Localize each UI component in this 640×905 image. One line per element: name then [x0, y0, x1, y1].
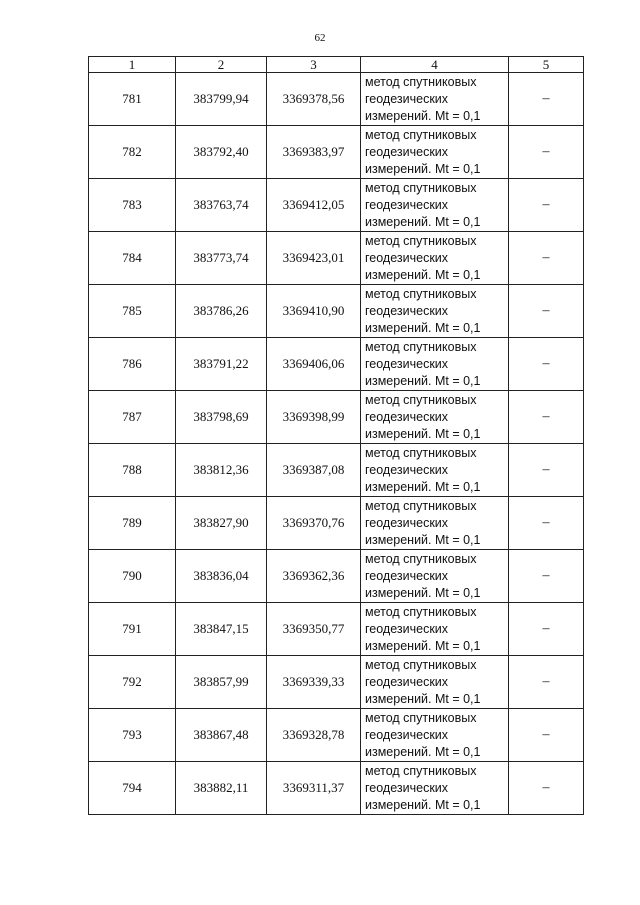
- header-row: [89, 57, 584, 73]
- point-number-cell: 784: [89, 232, 176, 285]
- x-coordinate-cell: 383763,74: [176, 179, 267, 232]
- column-5-cell: –: [509, 762, 584, 815]
- point-number-cell: 788: [89, 444, 176, 497]
- y-coordinate-cell: 3369311,37: [267, 762, 361, 815]
- point-number-cell: 792: [89, 656, 176, 709]
- method-cell: [361, 497, 509, 550]
- method-line: метод спутниковых: [365, 657, 477, 672]
- y-coordinate-cell: 3369410,90: [267, 285, 361, 338]
- header-cell: 1: [89, 57, 176, 73]
- point-number-cell: 781: [89, 73, 176, 126]
- method-line: метод спутниковых: [365, 180, 477, 195]
- method-line: измерений. Mt = 0,1: [365, 161, 481, 176]
- method-line: геодезических: [365, 303, 449, 318]
- page-number: 62: [314, 32, 326, 44]
- table-row: [89, 232, 584, 285]
- column-5-cell: –: [509, 126, 584, 179]
- method-line: метод спутниковых: [365, 498, 477, 513]
- method-line: геодезических: [365, 250, 449, 265]
- column-5-cell: –: [509, 391, 584, 444]
- x-coordinate-cell: 383798,69: [176, 391, 267, 444]
- method-line: геодезических: [365, 409, 449, 424]
- method-cell: [361, 391, 509, 444]
- method-line: измерений. Mt = 0,1: [365, 585, 481, 600]
- table-row: [89, 603, 584, 656]
- x-coordinate-cell: 383882,11: [176, 762, 267, 815]
- header-cell: 5: [509, 57, 584, 73]
- method-line: измерений. Mt = 0,1: [365, 479, 481, 494]
- y-coordinate-cell: 3369383,97: [267, 126, 361, 179]
- method-line: метод спутниковых: [365, 763, 477, 778]
- table-row: [89, 126, 584, 179]
- method-line: геодезических: [365, 674, 449, 689]
- method-line: измерений. Mt = 0,1: [365, 373, 481, 388]
- method-cell: [361, 550, 509, 603]
- x-coordinate-cell: 383786,26: [176, 285, 267, 338]
- method-cell: [361, 762, 509, 815]
- point-number-cell: 793: [89, 709, 176, 762]
- coordinates-table: [88, 56, 584, 815]
- table-row: [89, 391, 584, 444]
- method-cell: [361, 73, 509, 126]
- method-cell: [361, 709, 509, 762]
- method-line: геодезических: [365, 568, 449, 583]
- column-5-cell: –: [509, 550, 584, 603]
- method-line: метод спутниковых: [365, 710, 477, 725]
- table-row: [89, 444, 584, 497]
- point-number-cell: 786: [89, 338, 176, 391]
- method-line: метод спутниковых: [365, 392, 477, 407]
- column-5-cell: –: [509, 603, 584, 656]
- method-line: геодезических: [365, 91, 449, 106]
- table-row: [89, 550, 584, 603]
- y-coordinate-cell: 3369350,77: [267, 603, 361, 656]
- method-line: метод спутниковых: [365, 286, 477, 301]
- y-coordinate-cell: 3369370,76: [267, 497, 361, 550]
- method-cell: [361, 444, 509, 497]
- method-line: измерений. Mt = 0,1: [365, 214, 481, 229]
- method-line: геодезических: [365, 780, 449, 795]
- table-row: [89, 338, 584, 391]
- x-coordinate-cell: 383812,36: [176, 444, 267, 497]
- column-5-cell: –: [509, 656, 584, 709]
- x-coordinate-cell: 383799,94: [176, 73, 267, 126]
- y-coordinate-cell: 3369387,08: [267, 444, 361, 497]
- y-coordinate-cell: 3369412,05: [267, 179, 361, 232]
- column-5-cell: –: [509, 338, 584, 391]
- method-line: измерений. Mt = 0,1: [365, 691, 481, 706]
- x-coordinate-cell: 383792,40: [176, 126, 267, 179]
- method-cell: [361, 656, 509, 709]
- table-row: [89, 656, 584, 709]
- y-coordinate-cell: 3369406,06: [267, 338, 361, 391]
- point-number-cell: 789: [89, 497, 176, 550]
- method-cell: [361, 232, 509, 285]
- header-cell: 4: [361, 57, 509, 73]
- method-cell: [361, 179, 509, 232]
- header-cell: 3: [267, 57, 361, 73]
- method-cell: [361, 285, 509, 338]
- x-coordinate-cell: 383827,90: [176, 497, 267, 550]
- method-cell: [361, 338, 509, 391]
- column-5-cell: –: [509, 179, 584, 232]
- method-line: геодезических: [365, 515, 449, 530]
- header-cell: 2: [176, 57, 267, 73]
- method-line: метод спутниковых: [365, 74, 477, 89]
- y-coordinate-cell: 3369362,36: [267, 550, 361, 603]
- method-line: измерений. Mt = 0,1: [365, 744, 481, 759]
- x-coordinate-cell: 383867,48: [176, 709, 267, 762]
- x-coordinate-cell: 383857,99: [176, 656, 267, 709]
- x-coordinate-cell: 383773,74: [176, 232, 267, 285]
- method-line: измерений. Mt = 0,1: [365, 426, 481, 441]
- method-line: измерений. Mt = 0,1: [365, 320, 481, 335]
- point-number-cell: 790: [89, 550, 176, 603]
- point-number-cell: 783: [89, 179, 176, 232]
- method-line: метод спутниковых: [365, 127, 477, 142]
- y-coordinate-cell: 3369328,78: [267, 709, 361, 762]
- y-coordinate-cell: 3369423,01: [267, 232, 361, 285]
- method-line: метод спутниковых: [365, 233, 477, 248]
- point-number-cell: 787: [89, 391, 176, 444]
- method-cell: [361, 603, 509, 656]
- x-coordinate-cell: 383836,04: [176, 550, 267, 603]
- method-line: метод спутниковых: [365, 339, 477, 354]
- method-line: измерений. Mt = 0,1: [365, 532, 481, 547]
- method-line: геодезических: [365, 197, 449, 212]
- method-line: метод спутниковых: [365, 445, 477, 460]
- method-line: геодезических: [365, 462, 449, 477]
- y-coordinate-cell: 3369339,33: [267, 656, 361, 709]
- method-line: геодезических: [365, 621, 449, 636]
- method-cell: [361, 126, 509, 179]
- method-line: метод спутниковых: [365, 551, 477, 566]
- table-row: [89, 762, 584, 815]
- column-5-cell: –: [509, 232, 584, 285]
- table-row: [89, 179, 584, 232]
- y-coordinate-cell: 3369398,99: [267, 391, 361, 444]
- point-number-cell: 785: [89, 285, 176, 338]
- method-line: геодезических: [365, 356, 449, 371]
- point-number-cell: 791: [89, 603, 176, 656]
- point-number-cell: 794: [89, 762, 176, 815]
- x-coordinate-cell: 383847,15: [176, 603, 267, 656]
- column-5-cell: –: [509, 497, 584, 550]
- column-5-cell: –: [509, 285, 584, 338]
- column-5-cell: –: [509, 709, 584, 762]
- column-5-cell: –: [509, 444, 584, 497]
- y-coordinate-cell: 3369378,56: [267, 73, 361, 126]
- method-line: измерений. Mt = 0,1: [365, 267, 481, 282]
- point-number-cell: 782: [89, 126, 176, 179]
- table-row: [89, 497, 584, 550]
- method-line: измерений. Mt = 0,1: [365, 638, 481, 653]
- method-line: геодезических: [365, 727, 449, 742]
- method-line: метод спутниковых: [365, 604, 477, 619]
- method-line: геодезических: [365, 144, 449, 159]
- column-5-cell: –: [509, 73, 584, 126]
- table-row: [89, 285, 584, 338]
- table-row: [89, 709, 584, 762]
- method-line: измерений. Mt = 0,1: [365, 108, 481, 123]
- x-coordinate-cell: 383791,22: [176, 338, 267, 391]
- method-line: измерений. Mt = 0,1: [365, 797, 481, 812]
- table-row: [89, 73, 584, 126]
